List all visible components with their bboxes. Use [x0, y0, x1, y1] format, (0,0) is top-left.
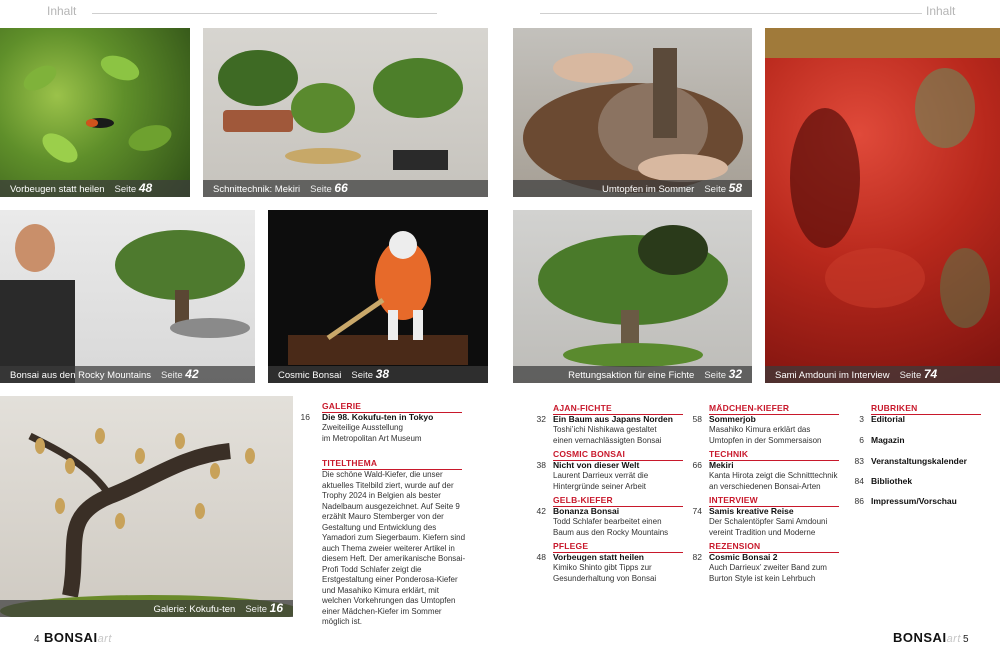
caption-page-number: 38 — [375, 367, 390, 381]
caption-page-number: 66 — [334, 181, 348, 195]
caption-page-label: Seite — [351, 370, 374, 381]
header-rule-right — [540, 13, 922, 14]
entry-description: Kimiko Shinto gibt Tipps zur Gesunderhaltung von Bonsai — [553, 563, 657, 583]
caption-page-number: 48 — [138, 181, 153, 195]
caption-text: Bonsai aus den Rocky Mountains — [10, 370, 151, 381]
entry-page-number: 74 — [692, 506, 702, 516]
photo-rocky-mountains[interactable] — [0, 210, 255, 383]
glaze-texture-icon — [765, 28, 1000, 383]
magazine-logo-left — [44, 630, 112, 645]
entry-page-number: 66 — [692, 460, 702, 470]
entry-description: Toshi’ichi Nishikawa gestaltet einen vernachlässigten Bonsai — [553, 425, 662, 445]
entry-title[interactable]: Die 98. Kokufu-ten in Tokyo — [322, 412, 434, 422]
logo-suffix: art — [97, 633, 112, 645]
man-with-bonsai-illustration-icon — [0, 210, 255, 383]
section-titelthema: TITELTHEMA — [322, 458, 378, 468]
caption-page-label: Seite — [161, 370, 183, 381]
bonsai-trio-illustration-icon — [203, 28, 488, 197]
entry-description: Auch Darrieux’ zweiter Band zum Burton Style ist kein Lehrbuch — [709, 563, 827, 583]
photo-fichte[interactable] — [513, 210, 752, 383]
photo-mekiri[interactable] — [203, 28, 488, 197]
entry-description: Der Schalentöpfer Sami Amdouni vereint Tradition und Moderne — [709, 517, 828, 537]
entry-page-number: 48 — [536, 552, 546, 562]
caption-bar — [0, 600, 293, 617]
caption-bar — [203, 180, 488, 197]
caption-text: Vorbeugen statt heilen — [10, 184, 105, 195]
entry-page-number: 42 — [536, 506, 546, 516]
entry-title[interactable]: Mekiri — [709, 460, 734, 470]
entry-description: Zweiteilige Ausstellung im Metropolitan Art Museum — [322, 423, 422, 443]
rubrik-page-number: 86 — [854, 496, 864, 506]
caption-page-label: Seite — [704, 184, 726, 195]
logo-text: BONSAI — [893, 630, 947, 645]
caption-text: Cosmic Bonsai — [278, 370, 342, 381]
caption-bar — [0, 366, 255, 383]
entry-page-number: 38 — [536, 460, 546, 470]
photo-cosmic-bonsai[interactable] — [268, 210, 488, 383]
magazine-logo-right — [893, 630, 961, 645]
caption-page-number: 74 — [923, 367, 938, 381]
logo-text: BONSAI — [44, 630, 98, 645]
section-cosmic-bonsai: COSMIC BONSAI — [553, 449, 626, 459]
page-number-right: 5 — [963, 634, 969, 645]
page-number-left: 4 — [34, 634, 40, 645]
section-rubriken: RUBRIKEN — [871, 403, 918, 413]
entry-title[interactable]: Samis kreative Reise — [709, 506, 794, 516]
section-pflege: PFLEGE — [553, 541, 589, 551]
repotting-illustration-icon — [513, 28, 752, 197]
rubrik-title[interactable]: Magazin — [871, 435, 905, 445]
entry-description: Masahiko Kimura erklärt das Umtopfen in der Sommersaison — [709, 425, 822, 445]
caption-page-label: Seite — [704, 370, 726, 381]
section-interview: INTERVIEW — [709, 495, 758, 505]
titelthema-text: Die schöne Wald-Kiefer, die unser aktuelles Titelbild ziert, wurde auf der Trophy 2024 in Belgien als bester Nadelbaum ausgezeichnet. Auf Seite 9 erzählt Mauro Stemberger von der Gestaltung und Entwicklung des Yamadori zum Siegerbaum. Kiefern sind auch Thema zweier weiterer Artikel in diesem Heft. Der amerikanische Bonsai-Profi Todd Schlafer zeigt die Erstgestaltung einer Ponderosa-Kiefer und Masahiko Kimura erklärt, mit welchen Vorkehrungen das Umtopfen einer Mädchen-Kiefer im Sommer möglich ist. — [322, 470, 466, 626]
entry-title[interactable]: Bonanza Bonsai — [553, 506, 620, 516]
entry-title[interactable]: Cosmic Bonsai 2 — [709, 552, 778, 562]
entry-description: Kanta Hirota zeigt die Schnitttechnik an verschiedenen Bonsai-Arten — [709, 471, 838, 491]
photo-umtopfen[interactable] — [513, 28, 752, 197]
section-technik: TECHNIK — [709, 449, 749, 459]
entry-page-number: 32 — [536, 414, 546, 424]
entry-description: Todd Schlafer bearbeitet einen Baum aus den Rocky Mountains — [553, 517, 669, 537]
caption-page-label: Seite — [114, 184, 137, 195]
caption-text: Umtopfen im Sommer — [601, 184, 695, 195]
caption-text: Galerie: Kokufu-ten — [153, 604, 236, 615]
photo-vorbeugen[interactable] — [0, 28, 190, 197]
caption-page-label: Seite — [245, 604, 267, 615]
rubrik-page-number: 84 — [854, 476, 864, 486]
photo-sami-amdouni[interactable] — [765, 28, 1000, 383]
header-rule-left — [92, 13, 437, 14]
entry-title[interactable]: Ein Baum aus Japans Norden — [553, 414, 673, 424]
entry-page-number: 58 — [692, 414, 702, 424]
leaf-illustration-icon — [0, 28, 190, 197]
caption-bar — [765, 366, 1000, 383]
entry-page-number: 16 — [300, 412, 310, 422]
caption-page-number: 32 — [728, 367, 742, 381]
rubrik-page-number: 83 — [854, 456, 864, 466]
section-maedchen-kiefer: MÄDCHEN-KIEFER — [709, 403, 790, 413]
rubrik-page-number: 6 — [859, 435, 864, 445]
caption-bar — [268, 366, 488, 383]
caption-page-number: 16 — [269, 601, 283, 615]
section-gelb-kiefer: GELB-KIEFER — [553, 495, 613, 505]
caption-bar — [513, 366, 752, 383]
entry-description: Laurent Darrieux verrät die Hintergründe seiner Arbeit — [553, 471, 649, 491]
header-left: Inhalt — [47, 4, 77, 18]
rubrik-title[interactable]: Editorial — [871, 414, 906, 424]
caption-text: Sami Amdouni im Interview — [775, 370, 890, 381]
section-rezension: REZENSION — [709, 541, 761, 551]
rubrik-page-number: 3 — [859, 414, 864, 424]
caption-page-number: 42 — [185, 367, 199, 381]
cosmic-figure-illustration-icon — [268, 210, 488, 383]
caption-text: Schnittechnik: Mekiri — [213, 184, 301, 195]
entry-title[interactable]: Sommerjob — [709, 414, 756, 424]
entry-page-number: 82 — [692, 552, 702, 562]
rubrik-title[interactable]: Bibliothek — [871, 476, 913, 486]
header-right: Inhalt — [926, 4, 956, 18]
caption-page-number: 58 — [728, 181, 742, 195]
entry-title[interactable]: Nicht von dieser Welt — [553, 460, 640, 470]
photo-kokufu-ten[interactable] — [0, 396, 293, 617]
rubrik-title[interactable]: Veranstaltungskalender — [871, 456, 967, 466]
section-galerie: GALERIE — [322, 401, 362, 411]
entry-title[interactable]: Vorbeugen statt heilen — [553, 552, 644, 562]
spruce-illustration-icon — [513, 210, 752, 383]
caption-page-label: Seite — [310, 184, 332, 195]
caption-page-label: Seite — [899, 370, 922, 381]
caption-text: Rettungsaktion für eine Fichte — [568, 370, 695, 381]
rubrik-title[interactable]: Impressum/Vorschau — [871, 496, 957, 506]
logo-suffix: art — [946, 633, 961, 645]
fruit-bonsai-illustration-icon — [0, 396, 293, 617]
caption-bar — [513, 180, 752, 197]
section-ajan-fichte: AJAN-FICHTE — [553, 403, 612, 413]
caption-bar — [0, 180, 190, 197]
